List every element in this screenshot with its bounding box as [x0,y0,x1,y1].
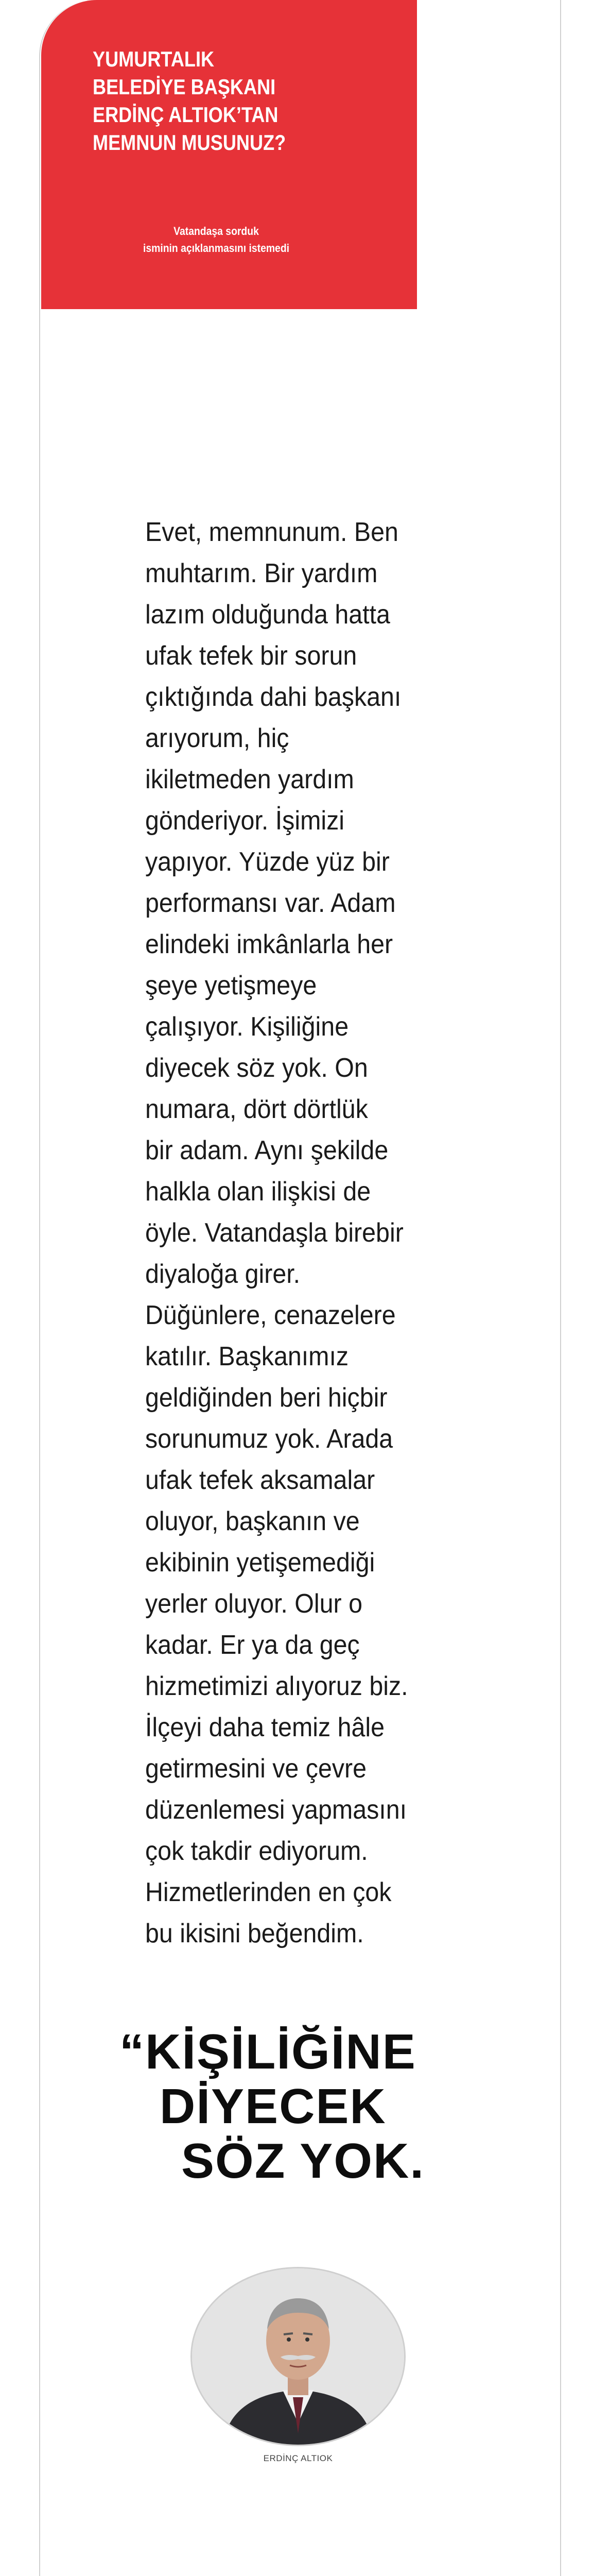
answer-line: öyle. Vatandaşla birebir [145,1218,404,1248]
answer-line: bu ikisini beğendim. [145,1919,364,1948]
answer-line: Hizmetlerinden en çok [145,1877,392,1907]
answer-line: gönderiyor. İşimizi [145,806,345,836]
answer-line: ikiletmeden yardım [145,765,354,794]
answer-line: diyecek söz yok. On [145,1053,368,1083]
answer-line: getirmesini ve çevre [145,1754,367,1784]
subtitle-line: isminin açıklanmasını istemedi [143,242,290,255]
pull-quote [119,2025,511,2189]
quote-line: DİYECEK [160,2079,387,2134]
answer-line: geldiğinden beri hiçbir [145,1383,388,1413]
header-subtitle [94,223,338,257]
portrait-photo [190,2267,406,2446]
answer-line: katılır. Başkanımız [145,1342,349,1371]
answer-line: lazım olduğunda hatta [145,600,390,630]
interview-answer [145,512,451,1954]
answer-line: ekibinin yetişemediği [145,1548,375,1578]
answer-line: sorunumuz yok. Arada [145,1424,393,1454]
answer-line: ufak tefek aksamalar [145,1465,375,1495]
answer-line: diyaloğa girer. [145,1259,301,1289]
portrait-caption: ERDİNÇ ALTIOK [263,2453,333,2463]
headline-line: YUMURTALIK [93,47,215,71]
answer-line: numara, dört dörtlük [145,1094,368,1124]
quote-line: “KİŞİLİĞİNE [119,2024,416,2079]
answer-line: kadar. Er ya da geç [145,1630,360,1660]
answer-line: çok takdir ediyorum. [145,1836,368,1866]
headline-line: BELEDİYE BAŞKANI [93,75,276,99]
answer-line: İlçeyi daha temiz hâle [145,1713,385,1742]
answer-line: Evet, memnunum. Ben [145,517,398,547]
answer-line: oluyor, başkanın ve [145,1506,360,1536]
portrait-illustration [192,2268,404,2445]
headline-line: ERDİNÇ ALTIOK’TAN [93,103,278,127]
quote-line: SÖZ YOK. [181,2133,425,2189]
answer-line: arıyorum, hiç [145,723,289,753]
answer-line: yerler oluyor. Olur o [145,1589,362,1619]
answer-line: yapıyor. Yüzde yüz bir [145,847,390,877]
subtitle-line: Vatandaşa sorduk [173,225,259,238]
answer-line: çalışıyor. Kişiliğine [145,1012,349,1042]
answer-line: düzenlemesi yapmasını [145,1795,407,1825]
answer-line: bir adam. Aynı şekilde [145,1136,389,1165]
answer-line: ufak tefek bir sorun [145,641,357,671]
headline-line: MEMNUN MUSUNUZ? [93,130,286,155]
answer-line: muhtarım. Bir yardım [145,558,378,588]
answer-line: halkla olan ilişkisi de [145,1177,371,1207]
answer-line: elindeki imkânlarla her [145,929,393,959]
headline [93,45,341,157]
answer-line: şeye yetişmeye [145,971,317,1001]
answer-line: Düğünlere, cenazelere [145,1300,396,1330]
answer-line: hizmetimizi alıyoruz biz. [145,1671,408,1701]
answer-line: performansı var. Adam [145,888,396,918]
answer-line: çıktığında dahi başkanı [145,682,402,712]
